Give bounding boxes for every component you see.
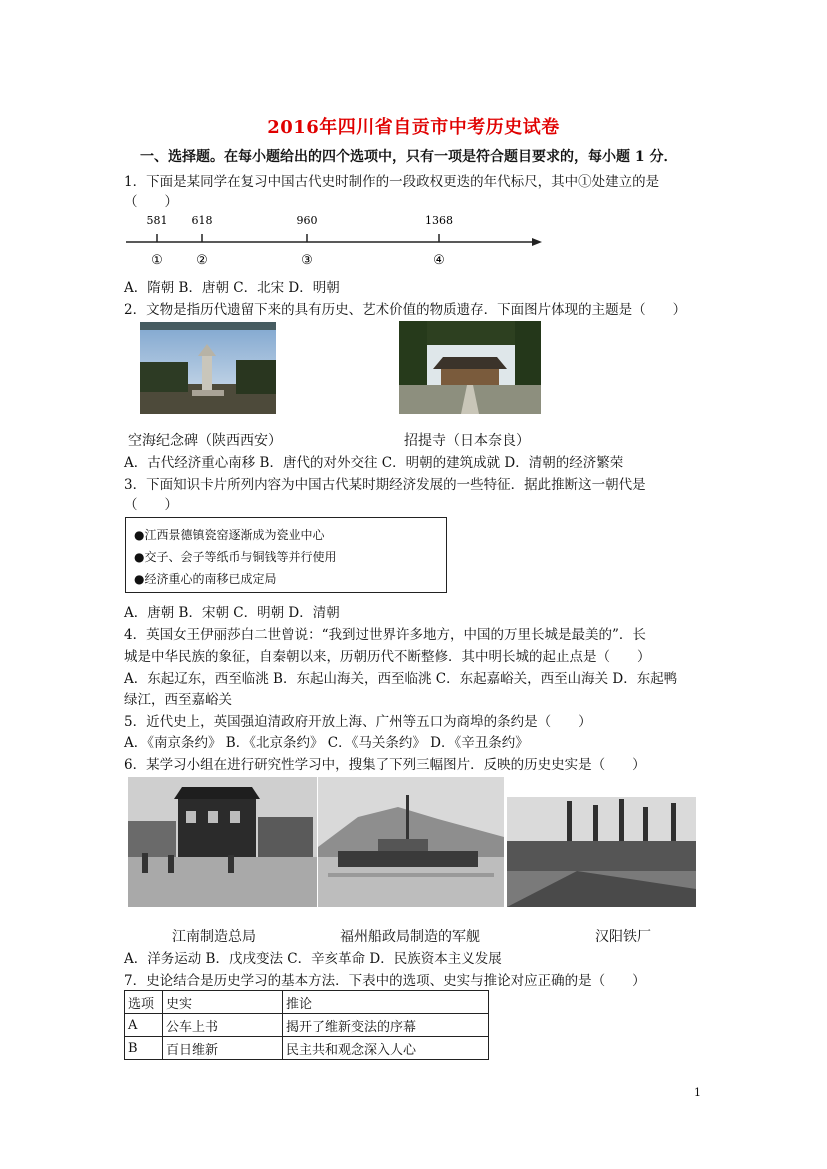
marker-label: ① xyxy=(151,253,163,268)
q3-stem-line1: 3．下面知识卡片所列内容为中国古代某时期经济发展的一些特征．据此推断这一朝代是 xyxy=(124,477,646,493)
table-cell: 民主共和观念深入人心 xyxy=(283,1037,489,1060)
table-row xyxy=(125,1014,489,1037)
header-cell: 选项 xyxy=(125,991,163,1014)
q4-stem-line2: 城是中华民族的象征，自秦朝以来，历朝历代不断整修．其中明长城的起止点是（ ） xyxy=(124,649,651,665)
marker-label: ④ xyxy=(433,253,445,268)
table-cell: 百日维新 xyxy=(163,1037,283,1060)
table-header-row xyxy=(125,991,489,1014)
year-label: 1368 xyxy=(425,214,453,227)
year-label: 960 xyxy=(296,214,318,227)
table-cell: B xyxy=(125,1037,163,1060)
q2-options: A．古代经济重心南移 B．唐代的对外交往 C．明朝的建筑成就 D．清朝的经济繁荣 xyxy=(124,455,624,471)
timeline-arrow xyxy=(532,238,542,246)
table-row xyxy=(125,1037,489,1060)
knowledge-card xyxy=(125,517,447,593)
q6-stem: 6．某学习小组在进行研究性学习中，搜集了下列三幅图片．反映的历史史实是（ ） xyxy=(124,757,646,773)
photo-kukai-monument xyxy=(140,322,276,414)
q1-options: A．隋朝 B．唐朝 C．北宋 D．明朝 xyxy=(124,280,340,296)
q1-timeline xyxy=(124,212,554,272)
q4-options-line1: A．东起辽东，西至临洮 B．东起山海关，西至临洮 C．东起嘉峪关，西至山海关 D．东起鸭 xyxy=(124,671,678,687)
section-heading: 一、选择题。在每小题给出的四个选项中，只有一项是符合题目要求的，每小题 1 分． xyxy=(140,149,678,165)
photo-fuzhou-warship xyxy=(318,777,504,907)
card-item: ●交子、会子等纸币与铜钱等并行使用 xyxy=(134,550,337,564)
page-number: 1 xyxy=(694,1086,701,1099)
q4-options-line2: 绿江，西至嘉峪关 xyxy=(124,692,232,708)
q3-options: A．唐朝 B．宋朝 C．明朝 D．清朝 xyxy=(124,605,340,621)
timeline-svg xyxy=(124,212,554,272)
table-cell: 公车上书 xyxy=(163,1014,283,1037)
photo-hanyang-ironworks xyxy=(507,797,696,907)
q4-stem-line1: 4．英国女王伊丽莎白二世曾说：“我到过世界许多地方，中国的万里长城是最美的”．长 xyxy=(124,627,646,643)
header-cell: 史实 xyxy=(163,991,283,1014)
q6-caption-1: 江南制造总局 xyxy=(172,929,256,945)
card-item: ●经济重心的南移已成定局 xyxy=(134,572,277,586)
card-item: ●江西景德镇瓷窑逐渐成为瓷业中心 xyxy=(134,528,325,542)
q6-caption-3: 汉阳铁厂 xyxy=(595,929,651,945)
q5-options: A．《南京条约》 B．《北京条约》 C．《马关条约》 D．《辛丑条约》 xyxy=(124,735,529,751)
q2-caption-right: 招提寺（日本奈良） xyxy=(404,433,530,449)
table-cell: A xyxy=(125,1014,163,1037)
q2-caption-left: 空海纪念碑（陕西西安） xyxy=(128,433,282,449)
page-title: 2016年四川省自贡市中考历史试卷 xyxy=(267,117,560,138)
header-cell: 推论 xyxy=(283,991,489,1014)
photo-toshodaiji-temple xyxy=(399,321,541,414)
table-cell: 揭开了维新变法的序幕 xyxy=(283,1014,489,1037)
q1-stem-line1: 1．下面是某同学在复习中国古代史时制作的一段政权更迭的年代标尺，其中①处建立的是 xyxy=(124,174,660,190)
marker-label: ③ xyxy=(301,253,313,268)
q1-stem-line2: （ ） xyxy=(124,194,178,210)
photo-jiangnan-arsenal xyxy=(128,777,317,907)
q6-options: A．洋务运动 B．戊戌变法 C．辛亥革命 D．民族资本主义发展 xyxy=(124,951,502,967)
year-label: 581 xyxy=(146,214,168,227)
q7-stem: 7．史论结合是历史学习的基本方法．下表中的选项、史实与推论对应正确的是（ ） xyxy=(124,973,646,989)
q2-stem: 2．文物是指历代遗留下来的具有历史、艺术价值的物质遗存．下面图片体现的主题是（ ） xyxy=(124,302,687,318)
q3-stem-line2: （ ） xyxy=(124,497,178,513)
q7-table xyxy=(124,990,489,1060)
q6-caption-2: 福州船政局制造的军舰 xyxy=(340,929,480,945)
year-label: 618 xyxy=(191,214,213,227)
q5-stem: 5．近代史上，英国强迫清政府开放上海、广州等五口为商埠的条约是（ ） xyxy=(124,714,592,730)
marker-label: ② xyxy=(196,253,208,268)
